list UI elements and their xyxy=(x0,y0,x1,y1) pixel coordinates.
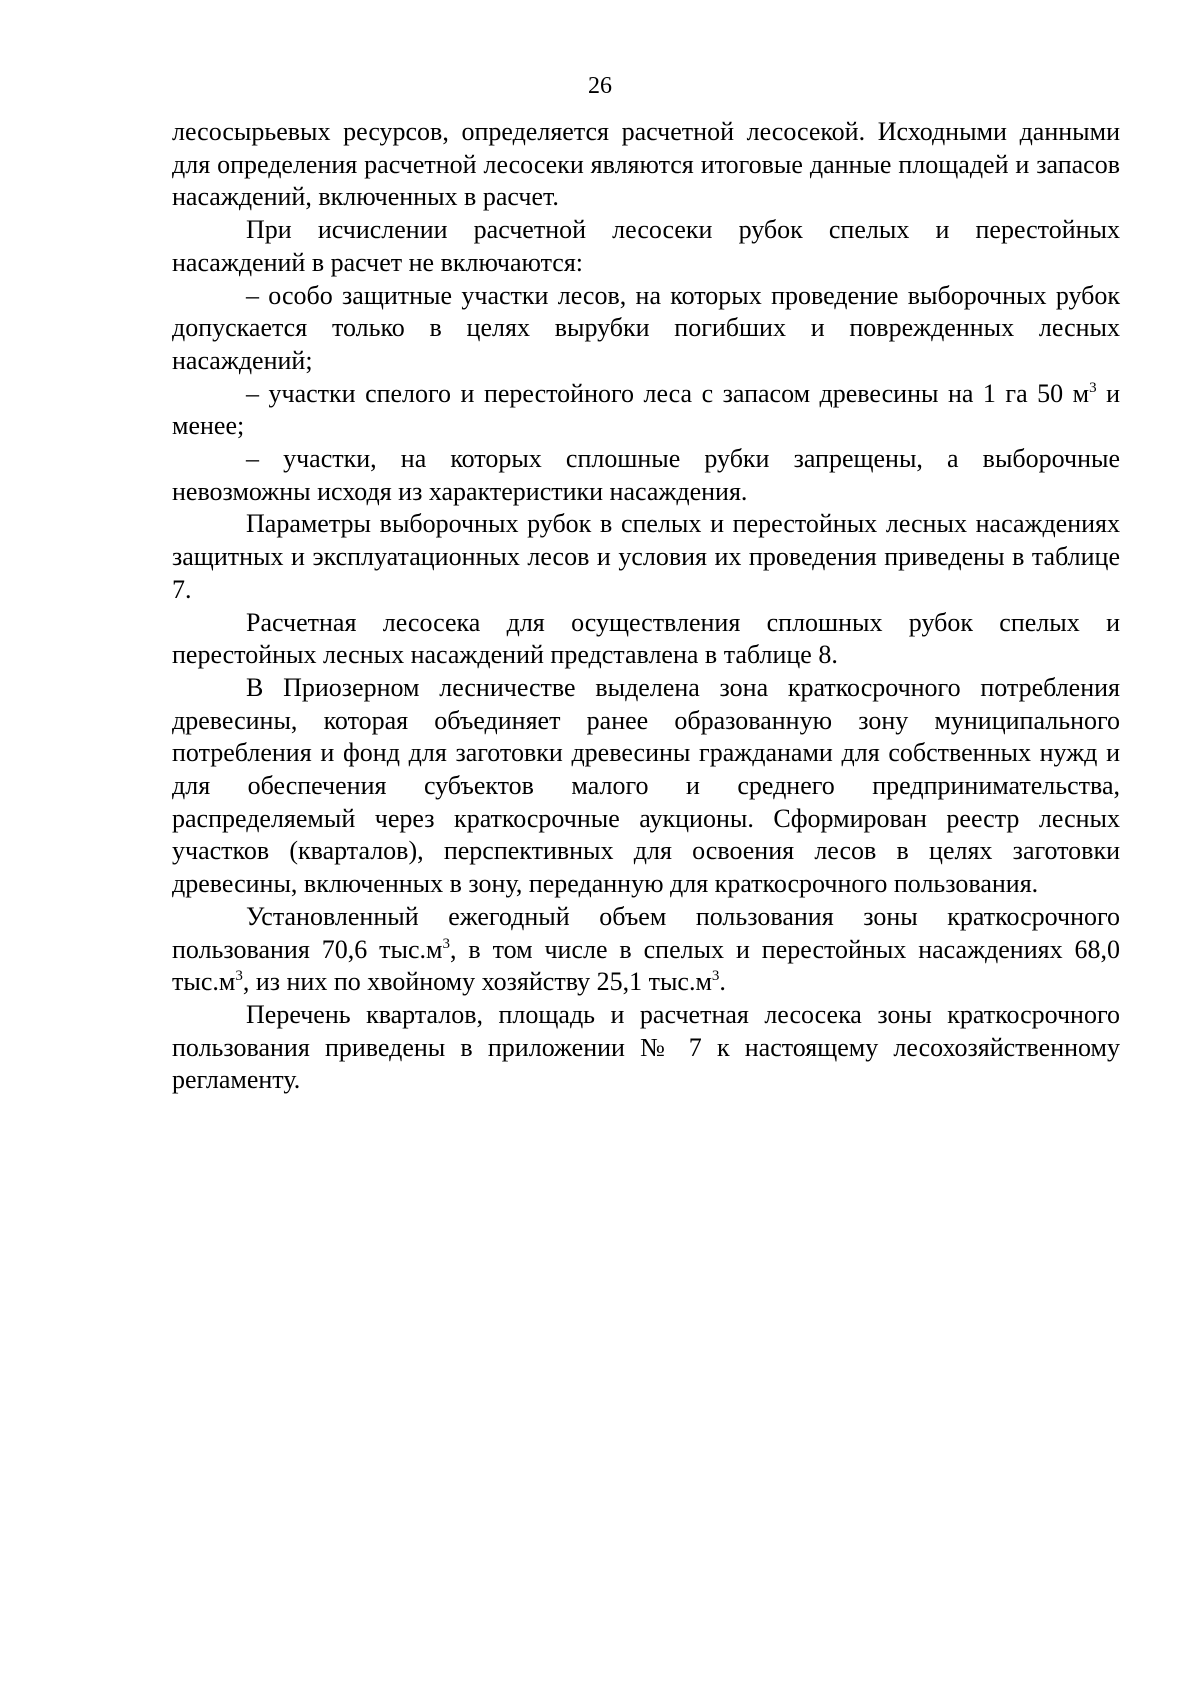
document-body xyxy=(172,116,1120,1097)
paragraph-text: Расчетная лесосека для осуществления сплошных рубок спелых и перестойных лесных насаждений представлена в таблице 8. xyxy=(172,607,1120,670)
superscript: 3 xyxy=(711,968,720,985)
paragraph xyxy=(172,378,1120,443)
paragraph-text: лесосырьевых ресурсов, определяется расчетной лесосекой. Исходными данными для определения расчетной лесосеки являются итоговые данные площадей и запасов насаждений, включенных в расчет. xyxy=(172,117,1120,212)
paragraph-text: , в том числе в спелых и перестойных насаждениях 68,0 тыс.м xyxy=(172,934,1121,997)
page-number: 26 xyxy=(588,73,612,99)
paragraph-text: Параметры выборочных рубок в спелых и перестойных лесных насаждениях защитных и эксплуатационных лесов и условия их проведения приведены в таблице 7. xyxy=(172,509,1120,604)
paragraph-text: . xyxy=(719,967,726,997)
paragraph xyxy=(172,116,1120,214)
paragraph xyxy=(172,443,1120,508)
paragraph xyxy=(172,607,1120,672)
paragraph-text: Установленный ежегодный объем пользования зоны краткосрочного пользования 70,6 тыс.м xyxy=(172,901,1120,964)
superscript: 3 xyxy=(235,968,243,985)
paragraph xyxy=(172,280,1120,378)
paragraph xyxy=(172,214,1120,279)
paragraph-text: При исчислении расчетной лесосеки рубок спелых и перестойных насаждений в расчет не включаются: xyxy=(172,215,1120,277)
paragraph xyxy=(172,901,1120,999)
paragraph-text: – участки спелого и перестойного леса с запасом древесины на 1 га 50 м xyxy=(246,378,1090,408)
paragraph xyxy=(172,999,1120,1097)
superscript: 3 xyxy=(442,935,450,952)
paragraph-text: и менее; xyxy=(172,378,1120,441)
superscript: 3 xyxy=(1089,379,1097,396)
paragraph-text: , из них по хвойному хозяйству 25,1 тыс.м xyxy=(242,967,712,997)
paragraph-text: Перечень кварталов, площадь и расчетная лесосека зоны краткосрочного пользования приведены в приложении № 7 к настоящему лесохозяйственному регламенту. xyxy=(172,999,1120,1095)
paragraph-text: – особо защитные участки лесов, на которых проведение выборочных рубок допускается только в целях вырубки погибших и поврежденных лесных насаждений; xyxy=(172,280,1120,375)
paragraph-text: – участки, на которых сплошные рубки запрещены, а выборочные невозможны исходя из характеристики насаждения. xyxy=(172,444,1120,506)
paragraph-text: В Приозерном лесничестве выделена зона краткосрочного потребления древесины, которая объединяет ранее образованную зону муниципального потребления и фонд для заготовки древесины гражданами для собственных нужд и для обеспечения субъектов малого и среднего предпринимательства, распределяемый через краткосрочные аукционы. Сформирован реестр лесных участков (кварталов), перспективных для освоения лесов в целях заготовки древесины, включенных в зону, переданную для краткосрочного пользования. xyxy=(172,672,1120,899)
paragraph xyxy=(172,508,1120,606)
paragraph xyxy=(172,672,1120,901)
